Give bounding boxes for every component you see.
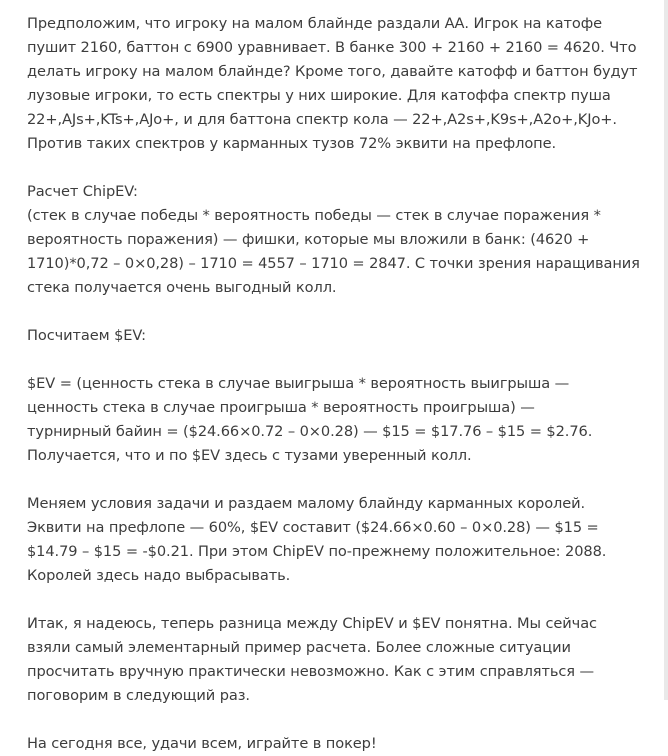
paragraph-kings-scenario: Меняем условия задачи и раздаем малому блайнду карманных королей. Эквити на префлопе — 60%, $EV составит ($24.66×0.60 – 0×0.28) — $15 = $14.79 – $15 = -$0.21. При этом ChipEV по-прежнему положительное: 2088. Королей здесь надо выбрасывать. <box>27 495 607 584</box>
paragraph-dollar-ev-heading: Посчитаем $EV: <box>27 327 146 344</box>
paragraph-dollar-ev-calculation: $EV = (ценность стека в случае выигрыша * вероятность выигрыша — ценность стека в случае проигрыша * вероятность проигрыша) — турнирный байин = ($24.66×0.72 – 0×0.28) — $15 = $17.76 – $15 = $2.76. Получается, что и по $EV здесь с тузами уверенный колл. <box>27 375 593 464</box>
paragraph-farewell: На сегодня все, удачи всем, играйте в покер! <box>27 735 377 752</box>
page-edge-divider <box>664 0 668 700</box>
article-body <box>27 12 647 756</box>
paragraph-scenario: Предположим, что игроку на малом блайнде раздали АА. Игрок на катофе пушит 2160, баттон с 6900 уравнивает. В банке 300 + 2160 + 2160 = 4620. Что делать игроку на малом блайнде? Кроме того, давайте катофф и баттон будут лузовые игроки, то есть спектры у них широкие. Для катоффа спектр пуша 22+,AJs+,KTs+,AJo+, и для баттона спектр кола — 22+,A2s+,K9s+,A2o+,KJo+. Против таких спектров у карманных тузов 72% эквити на префлопе. <box>27 15 638 152</box>
paragraph-chipev-calculation: Расчет ChipEV: (стек в случае победы * вероятность победы — стек в случае поражения * вероятность поражения) — фишки, которые мы вложили в банк: (4620 + 1710)*0,72 – 0×0,28) – 1710 = 4557 – 1710 = 2847. С точки зрения наращивания стека получается очень выгодный колл. <box>27 183 640 296</box>
paragraph-conclusion: Итак, я надеюсь, теперь разница между ChipEV и $EV понятна. Мы сейчас взяли самый элементарный пример расчета. Более сложные ситуации просчитать вручную практически невозможно. Как с этим справляться — поговорим в следующий раз. <box>27 615 597 704</box>
